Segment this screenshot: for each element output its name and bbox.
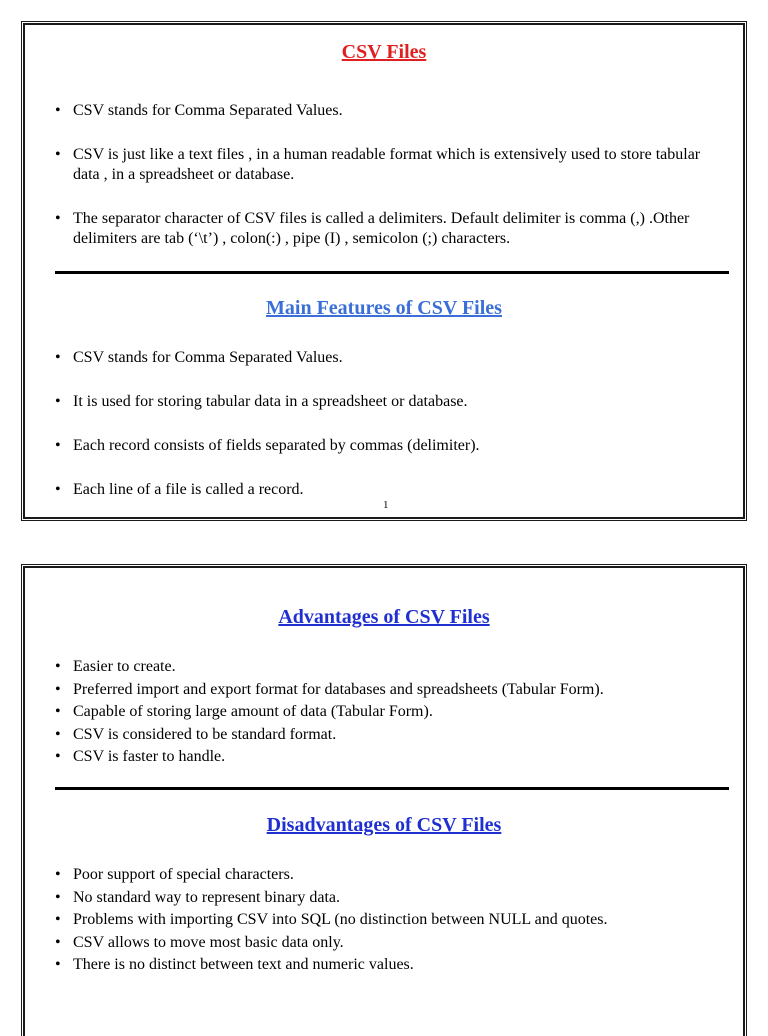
disadvantages-bullet-list xyxy=(55,864,729,977)
features-bullet-list xyxy=(55,348,729,500)
advantages-bullet-list xyxy=(55,656,729,769)
list-item: • CSV allows to move most basic data only. xyxy=(55,932,729,955)
section-title-disadvantages: Disadvantages of CSV Files xyxy=(266,814,502,836)
list-item: • CSV is considered to be standard format. xyxy=(55,724,729,747)
list-item: • It is used for storing tabular data in a spreadsheet or database. xyxy=(55,392,729,412)
slide-advantages xyxy=(23,566,745,1036)
list-item: • CSV is faster to handle. xyxy=(55,746,729,769)
list-item: • Easier to create. xyxy=(55,656,729,679)
list-item: • Each line of a file is called a record. xyxy=(55,480,729,500)
list-item: • CSV is just like a text files , in a human readable format which is extensively used to store tabular data , in a spreadsheet or database. xyxy=(55,145,729,185)
slide-title: CSV Files xyxy=(341,41,427,63)
page-number: 1 xyxy=(383,499,389,511)
list-item: • Poor support of special characters. xyxy=(55,864,729,887)
list-item: • Problems with importing CSV into SQL (no distinction between NULL and quotes. xyxy=(55,909,729,932)
intro-bullet-list xyxy=(55,101,729,249)
section-title-main-features: Main Features of CSV Files xyxy=(266,297,502,319)
section-title-advantages: Advantages of CSV Files xyxy=(278,606,490,628)
list-item: • There is no distinct between text and numeric values. xyxy=(55,954,729,977)
list-item: • Each record consists of fields separated by commas (delimiter). xyxy=(55,436,729,456)
section-divider xyxy=(55,787,729,790)
section-divider xyxy=(55,271,729,274)
slide-csv-files xyxy=(23,23,745,519)
list-item: • Preferred import and export format for databases and spreadsheets (Tabular Form). xyxy=(55,679,729,702)
list-item: • No standard way to represent binary data. xyxy=(55,887,729,910)
list-item: • CSV stands for Comma Separated Values. xyxy=(55,101,729,121)
list-item: • Capable of storing large amount of data (Tabular Form). xyxy=(55,701,729,724)
list-item: • CSV stands for Comma Separated Values. xyxy=(55,348,729,368)
list-item: • The separator character of CSV files is called a delimiters. Default delimiter is comma (,) .Other delimiters are tab (‘\t’) , colon(:) , pipe (I) , semicolon (;) characters. xyxy=(55,209,729,249)
